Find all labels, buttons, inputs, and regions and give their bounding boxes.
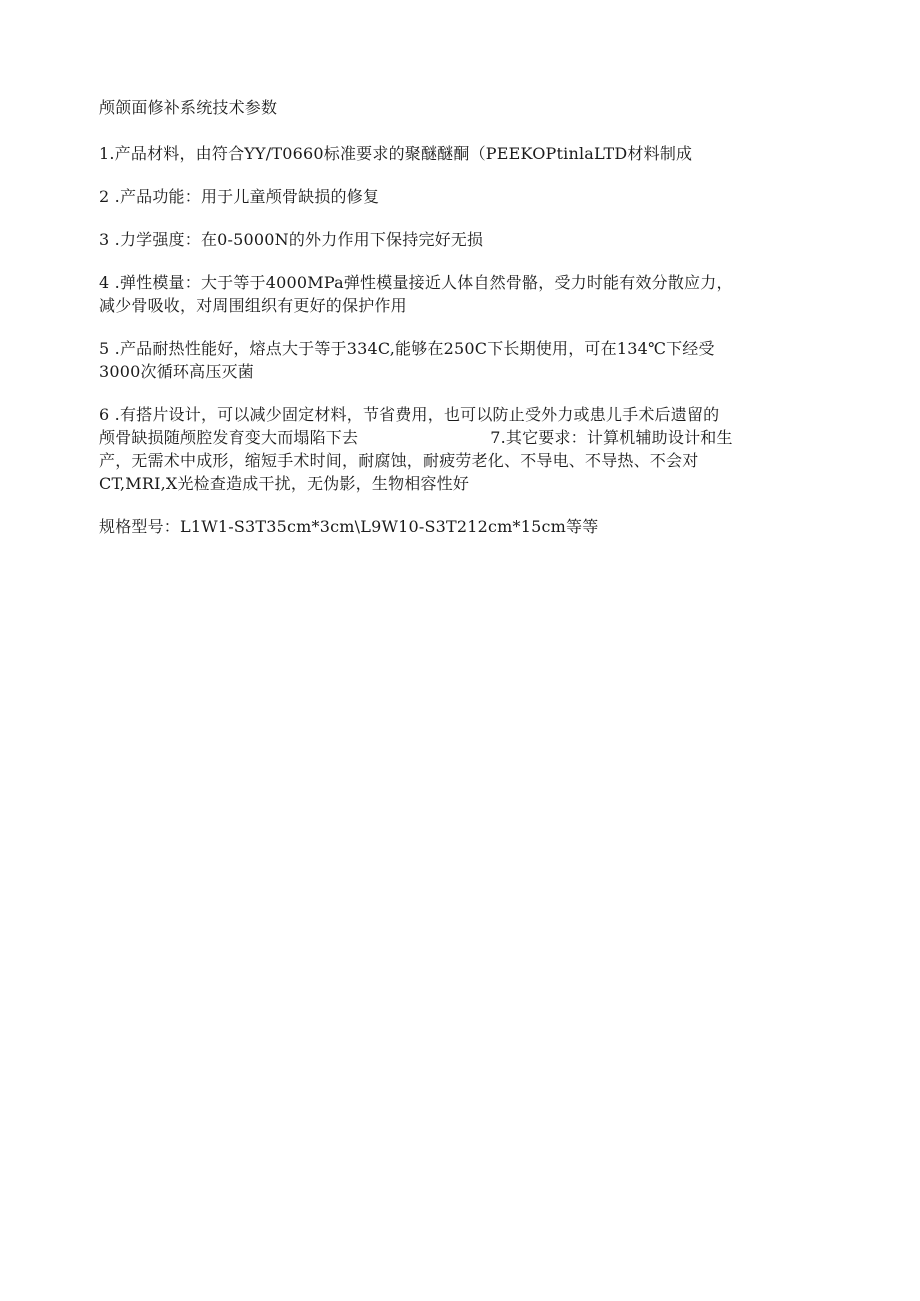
param-line: 4 .弹性模量：大于等于4000MPa弹性模量接近人体自然骨骼，受力时能有效分散应力， xyxy=(99,273,733,292)
spec-line: 规格型号：L1W1-S3T35cm*3cm\L9W10-S3T212cm*15cm等等 xyxy=(99,517,599,536)
param-item-modulus xyxy=(99,271,839,317)
param-line: CT,MRI,X光检查造成干扰，无伪影，生物相容性好 xyxy=(99,474,470,493)
param-line: 产，无需术中成形，缩短手术时间，耐腐蚀，耐疲劳老化、不导电、不导热、不会对 xyxy=(99,451,699,470)
param-item-strength xyxy=(99,228,839,251)
param-line: 1.产品材料，由符合YY/T0660标准要求的聚醚醚酮（PEEKOPtinlaLTD材料制成 xyxy=(99,144,693,163)
spec-model xyxy=(99,515,839,538)
param-line: 3000次循环高压灭菌 xyxy=(99,362,254,381)
param-line-split xyxy=(99,426,839,449)
param-line: 3 .力学强度：在0-5000N的外力作用下保持完好无损 xyxy=(99,230,484,249)
param-line: 2 .产品功能：用于儿童颅骨缺损的修复 xyxy=(99,187,380,206)
param-line: 5 .产品耐热性能好，熔点大于等于334C,能够在250C下长期使用，可在134℃下经受 xyxy=(99,339,715,358)
param-line-left: 颅骨缺损随颅腔发育变大而塌陷下去 xyxy=(99,428,359,447)
param-item-heat-resistance xyxy=(99,337,839,383)
document-title: 颅颌面修补系统技术参数 xyxy=(99,98,278,117)
param-line: 减少骨吸收，对周围组织有更好的保护作用 xyxy=(99,296,407,315)
param-item-design-and-other xyxy=(99,403,839,495)
param-line: 6 .有搭片设计，可以减少固定材料，节省费用，也可以防止受外力或患儿手术后遗留的 xyxy=(99,405,720,424)
param-item-function xyxy=(99,185,839,208)
document-body xyxy=(99,96,839,558)
param-item-material xyxy=(99,142,839,165)
param-line-right: 7.其它要求：计算机辅助设计和生 xyxy=(490,428,733,447)
